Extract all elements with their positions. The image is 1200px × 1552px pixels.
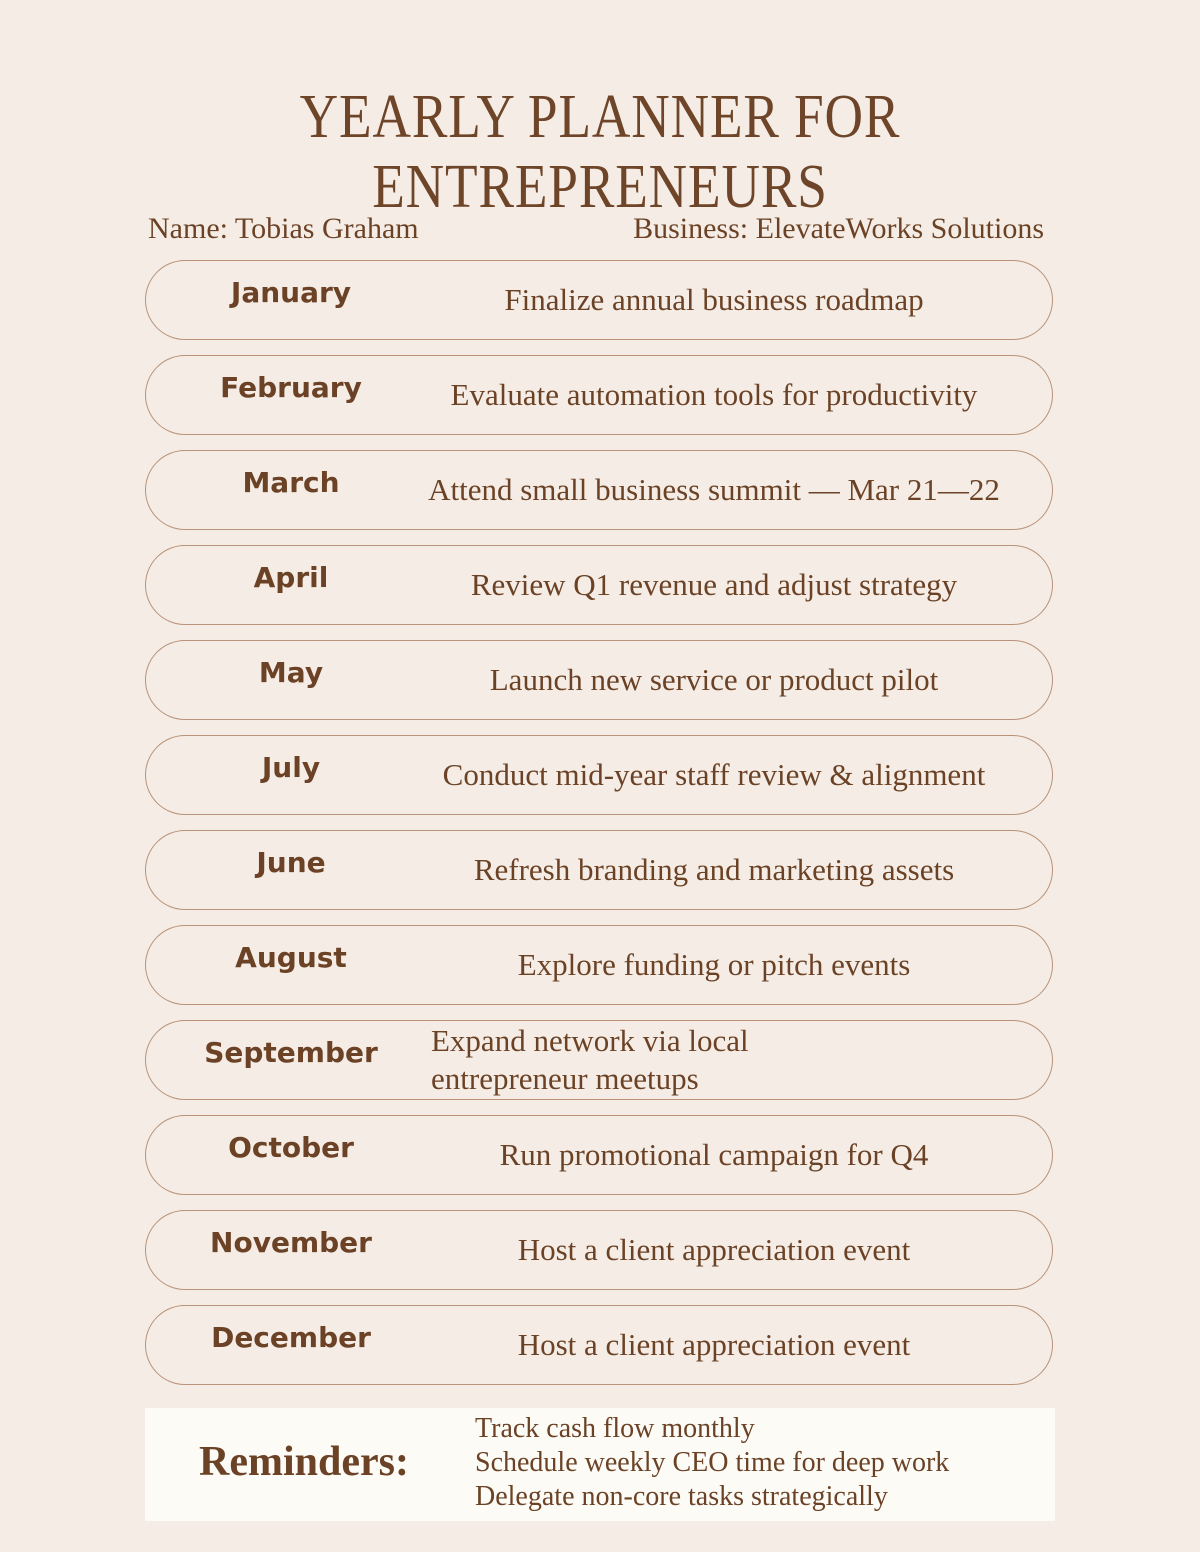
month-task: [396, 1021, 1032, 1099]
month-task: [396, 451, 1032, 529]
title-line-2: ENTREPRENEURS: [372, 152, 828, 221]
month-task-text: Run promotional campaign for Q4: [499, 1137, 929, 1172]
month-task-text: Refresh branding and marketing assets: [473, 852, 955, 887]
month-label: February: [220, 370, 362, 404]
month-label: September: [204, 1035, 378, 1069]
month-row-april: [145, 545, 1053, 625]
month-label: June: [256, 845, 326, 879]
month-label: December: [211, 1320, 371, 1354]
month-task-text: Conduct mid-year staff review & alignment: [442, 757, 986, 792]
month-task: [396, 1211, 1032, 1289]
month-row-march: [145, 450, 1053, 530]
month-label: April: [253, 560, 329, 594]
month-task-text: Review Q1 revenue and adjust strategy: [470, 567, 958, 602]
month-task: [396, 1116, 1032, 1194]
month-label: July: [261, 750, 321, 784]
month-task: [396, 831, 1032, 909]
month-task-text: Finalize annual business roadmap: [504, 282, 924, 317]
reminders-box: [145, 1408, 1055, 1521]
month-label: August: [235, 940, 347, 974]
reminder-item: Track cash flow monthly: [475, 1413, 755, 1444]
month-task: [396, 261, 1032, 339]
month-label: March: [242, 465, 340, 499]
month-task: [396, 546, 1032, 624]
title-line-1: YEARLY PLANNER FOR: [299, 82, 901, 151]
month-task: [396, 641, 1032, 719]
month-task-text: Host a client appreciation event: [517, 1232, 911, 1267]
month-task-text: Host a client appreciation event: [517, 1327, 911, 1362]
reminders-label: Reminders:: [199, 1439, 409, 1485]
month-label: January: [230, 275, 352, 309]
reminder-item: Schedule weekly CEO time for deep work: [475, 1447, 950, 1478]
month-task-text: Launch new service or product pilot: [489, 662, 939, 697]
month-row-september: [145, 1020, 1053, 1100]
month-task-text: Expand network via local entrepreneur meetups: [431, 1023, 749, 1096]
month-task: [396, 926, 1032, 1004]
month-task: [396, 736, 1032, 814]
month-task-text: Explore funding or pitch events: [517, 947, 911, 982]
month-task: [396, 356, 1032, 434]
reminders-list: [475, 1412, 949, 1514]
month-row-november: [145, 1210, 1053, 1290]
month-label: October: [228, 1130, 354, 1164]
month-row-october: [145, 1115, 1053, 1195]
month-row-january: [145, 260, 1053, 340]
month-task-text: Evaluate automation tools for productivity: [450, 377, 978, 412]
month-row-december: [145, 1305, 1053, 1385]
month-task: [396, 1306, 1032, 1384]
month-row-august: [145, 925, 1053, 1005]
month-row-june: [145, 830, 1053, 910]
reminder-item: Delegate non-core tasks strategically: [475, 1481, 888, 1512]
month-row-february: [145, 355, 1053, 435]
month-task-text: Attend small business summit — Mar 21—22: [428, 472, 1000, 507]
month-row-july: [145, 735, 1053, 815]
month-label: November: [210, 1225, 372, 1259]
month-row-may: [145, 640, 1053, 720]
month-label: May: [258, 655, 324, 689]
owner-name: Name: Tobias Graham: [148, 212, 419, 245]
business-name: Business: ElevateWorks Solutions: [633, 212, 1044, 245]
page-title: [0, 82, 1200, 222]
